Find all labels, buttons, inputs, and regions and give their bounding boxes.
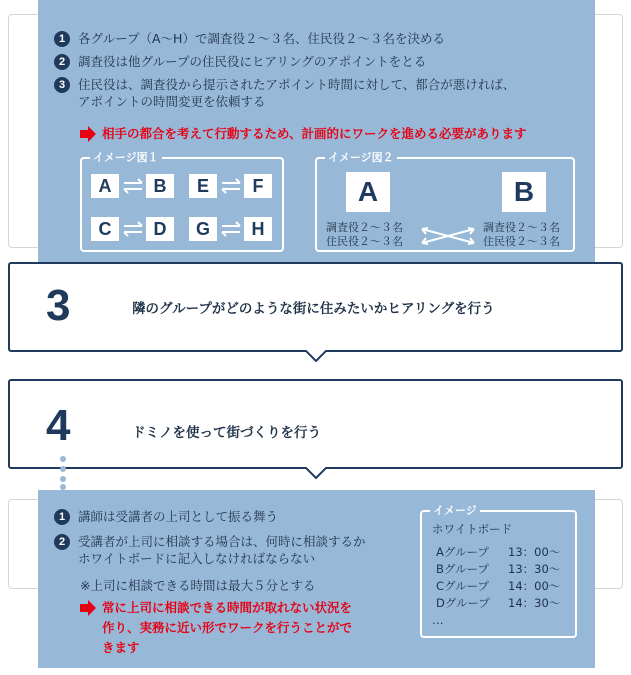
top-item-1 — [54, 30, 445, 47]
image-title: イメージ図２ — [325, 150, 397, 166]
group-letter: A — [91, 174, 119, 198]
down-notch-icon — [305, 467, 327, 479]
item-text: 講師は受講者の上司として振る舞う — [78, 509, 279, 524]
bottom-warning — [80, 598, 352, 658]
top-item-2 — [54, 53, 426, 70]
connector-dots-3 — [60, 484, 66, 494]
swap-arrows-icon — [220, 178, 242, 194]
connector-dots-2 — [60, 456, 66, 486]
number-badge: 2 — [54, 534, 70, 550]
bottom-item-2 — [54, 533, 366, 567]
number-badge: 1 — [54, 509, 70, 525]
group-letter: C — [91, 217, 119, 241]
item-text: 各グループ（A〜H）で調査役２〜３名、住民役２〜３名を決める — [78, 31, 445, 46]
group-letter-b: B — [502, 172, 546, 212]
time-value: 14：30〜 — [508, 596, 561, 610]
swap-arrows-icon — [122, 178, 144, 194]
cross-arrows-icon — [418, 225, 478, 247]
down-notch-icon — [305, 350, 327, 362]
warning-text: 相手の都合を考えて行動するため、計画的にワークを進める必要があります — [102, 126, 527, 141]
right-arrow-icon — [80, 598, 96, 618]
step-text: 隣のグループがどのような街に住みたいかヒアリングを行う — [132, 301, 495, 317]
roles-left: 調査役２〜３名 住民役２〜３名 — [326, 221, 403, 248]
bottom-item-1 — [54, 508, 278, 525]
image-title: イメージ — [430, 503, 480, 519]
group-letter: D — [146, 217, 174, 241]
time-value: 14：00〜 — [508, 579, 561, 593]
group-letter: E — [189, 174, 217, 198]
group-name: Aグループ — [436, 545, 489, 559]
group-letter: F — [244, 174, 272, 198]
item-text: 住民役は、調査役から提示されたアポイント時間に対して、都合が悪ければ、 アポイントの時間変更を依頼する — [78, 77, 516, 109]
group-letter: B — [146, 174, 174, 198]
step-text: ドミノを使って街づくりを行う — [132, 425, 321, 441]
number-badge: 1 — [54, 31, 70, 47]
whiteboard-row — [436, 595, 561, 612]
number-badge: 3 — [54, 77, 70, 93]
note-text: ※上司に相談できる時間は最大５分とする — [80, 578, 316, 593]
group-letter-a: A — [346, 172, 390, 212]
number-badge: 2 — [54, 54, 70, 70]
whiteboard-row — [436, 578, 561, 595]
swap-arrows-icon — [220, 221, 242, 237]
group-letter: H — [244, 217, 272, 241]
group-name: Cグループ — [436, 579, 490, 593]
warning-text: 常に上司に相談できる時間が取れない状況を 作り、実務に近い形でワークを行うことがで きます — [102, 600, 353, 655]
right-arrow-icon — [80, 124, 96, 144]
step-number: 4 — [46, 401, 71, 450]
group-name: Dグループ — [436, 596, 490, 610]
whiteboard-row — [436, 544, 561, 561]
swap-arrows-icon — [122, 221, 144, 237]
step-number: 3 — [46, 281, 71, 330]
top-item-3 — [54, 76, 515, 110]
image-title: イメージ図１ — [90, 150, 162, 166]
whiteboard-row — [436, 561, 561, 578]
item-text: 調査役は他グループの住民役にヒアリングのアポイントをとる — [78, 54, 427, 69]
group-name: Bグループ — [436, 562, 489, 576]
roles-right: 調査役２〜３名 住民役２〜３名 — [483, 221, 560, 248]
group-letter: G — [189, 217, 217, 241]
time-value: 13：00〜 — [508, 545, 561, 559]
time-value: 13：30〜 — [508, 562, 561, 576]
ellipsis: … — [432, 613, 444, 627]
whiteboard-label: ホワイトボード — [432, 522, 513, 536]
top-warning — [80, 124, 527, 144]
item-text: 受講者が上司に相談する場合は、何時に相談するか ホワイトボードに記入しなければならない — [78, 534, 366, 566]
